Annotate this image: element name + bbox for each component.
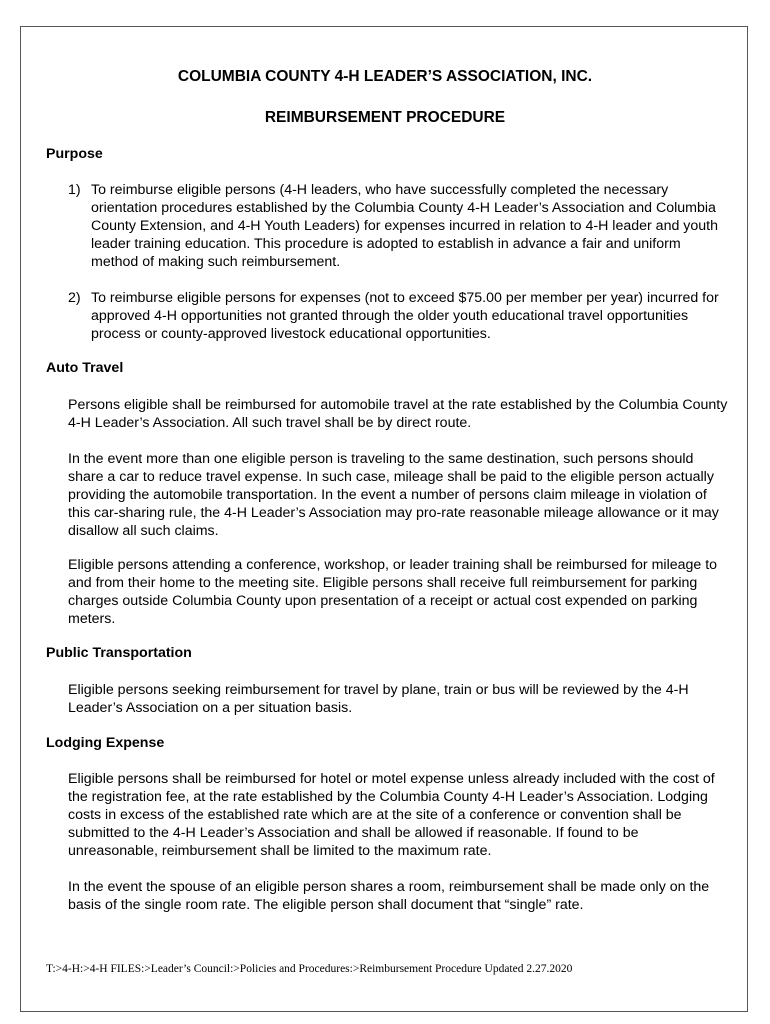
purpose-item-1 — [68, 181, 728, 271]
document-subtitle: REIMBURSEMENT PROCEDURE — [264, 109, 506, 126]
list-item-text: To reimburse eligible persons (4-H leaders, who have successfully completed the necessary orientation procedures established by the Columbia County 4-H Leader’s Association and Columbia County Extension, and 4-H Youth Leaders) for expenses incurred in relation to 4-H leader and youth leader training education. This procedure is adopted to establish in advance a fair and uniform method of making such reimbursement. — [91, 182, 718, 270]
purpose-heading: Purpose — [46, 146, 103, 162]
auto-travel-heading: Auto Travel — [46, 360, 124, 376]
document-title: COLUMBIA COUNTY 4-H LEADER’S ASSOCIATION, INC. — [177, 68, 593, 85]
purpose-item-2 — [68, 289, 728, 343]
public-transportation-heading: Public Transportation — [46, 645, 192, 661]
auto-travel-paragraph-2: In the event more than one eligible person is traveling to the same destination, such persons should share a car to reduce travel expense. In such case, mileage shall be paid to the eligible person actually providing the automobile transportation. In the event a number of persons claim mileage in violation of this car-sharing rule, the 4-H Leader’s Association may pro-rate reasonable mileage allowance or it may disallow all such claims. — [68, 451, 719, 539]
lodging-expense-paragraph-2: In the event the spouse of an eligible person shares a room, reimbursement shall be made only on the basis of the single room rate. The eligible person shall document that “single” rate. — [68, 879, 710, 913]
public-transportation-paragraph: Eligible persons seeking reimbursement for travel by plane, train or bus will be reviewed by the 4-H Leader’s Association on a per situation basis. — [68, 682, 689, 716]
auto-travel-paragraph-3: Eligible persons attending a conference, workshop, or leader training shall be reimbursed for mileage to and from their home to the meeting site. Eligible persons shall receive full reimbursement for parking charges outside Columbia County upon presentation of a receipt or actual cost expended on parking meters. — [68, 557, 718, 627]
list-number: 2) — [68, 290, 81, 306]
footer-file-path: T:>4-H:>4-H FILES:>Leader’s Council:>Policies and Procedures:>Reimbursement Procedure Updated 2.27.2020 — [46, 963, 573, 975]
lodging-expense-paragraph-1: Eligible persons shall be reimbursed for hotel or motel expense unless already included with the cost of the registration fee, at the rate established by the Columbia County 4-H Leader’s Association. Lodging costs in excess of the established rate which are at the site of a conference or convention shall be submitted to the 4-H Leader’s Association and shall be allowed if reasonable. If found to be unreasonable, reimbursement shall be limited to the maximum rate. — [68, 771, 715, 859]
list-number: 1) — [68, 182, 81, 198]
auto-travel-paragraph-1: Persons eligible shall be reimbursed for automobile travel at the rate established by the Columbia County 4-H Leader’s Association. All such travel shall be by direct route. — [68, 397, 728, 431]
lodging-expense-heading: Lodging Expense — [46, 735, 165, 751]
list-item-text: To reimburse eligible persons for expenses (not to exceed $75.00 per member per year) incurred for approved 4-H opportunities not granted through the older youth educational travel opportunities process or county-approved livestock educational opportunities. — [91, 290, 719, 342]
